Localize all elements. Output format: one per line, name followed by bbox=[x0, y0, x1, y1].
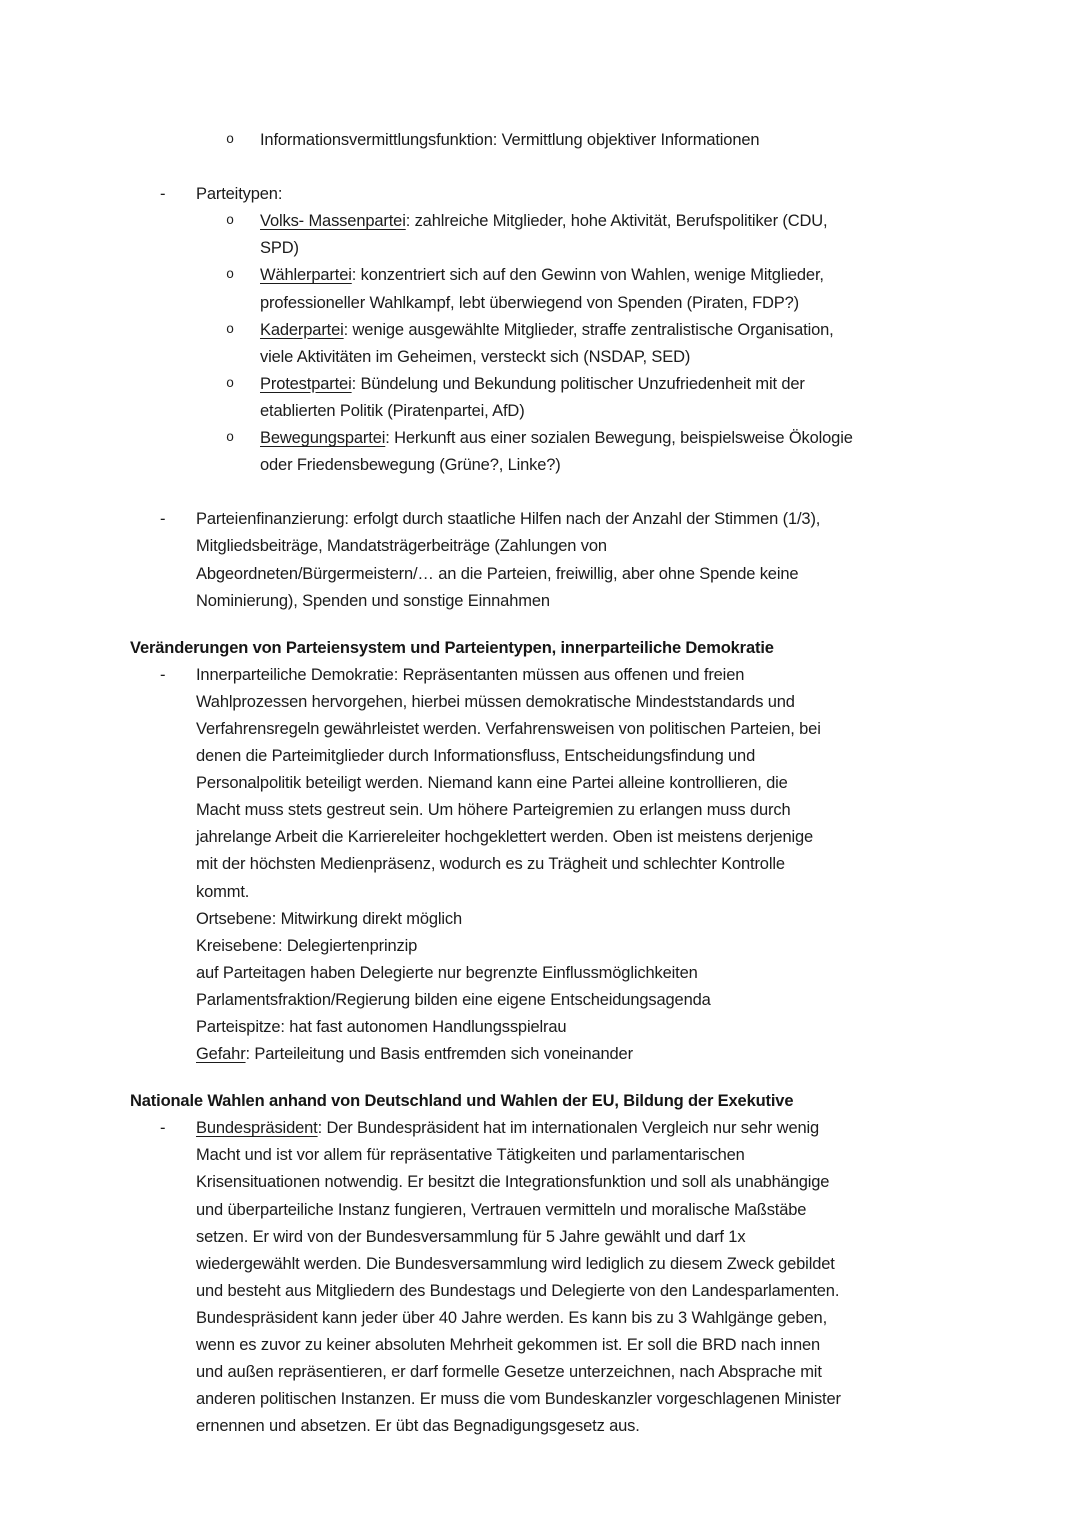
underlined-term: Wählerpartei bbox=[260, 266, 352, 285]
item-description: : konzentriert sich auf den Gewinn von Wahlen, wenige Mitglieder, bbox=[351, 266, 824, 285]
list-item-informationsvermittlung bbox=[130, 127, 960, 154]
circle-bullet: o bbox=[226, 431, 234, 447]
circle-bullet: o bbox=[226, 322, 234, 338]
underlined-term: Volks- Massenpartei bbox=[260, 212, 406, 231]
text-line: professioneller Wahlkampf, lebt überwiegend von Spenden (Piraten, FDP?) bbox=[260, 293, 800, 312]
list-item-text: Parteitypen: bbox=[196, 185, 283, 204]
text-line: Abgeordneten/Bürgermeistern/… an die Parteien, freiwillig, aber ohne Spende keine bbox=[196, 564, 799, 583]
continuation-lines bbox=[196, 1142, 960, 1440]
continuation-lines bbox=[260, 290, 960, 317]
underlined-term: Protestpartei bbox=[260, 374, 352, 393]
text-line: Wahlprozessen hervorgehen, hierbei müssen demokratische Mindeststandards und bbox=[196, 692, 795, 711]
continuation-lines bbox=[260, 398, 960, 425]
text-line: Parlamentsfraktion/Regierung bilden eine eigene Entscheidungsagenda bbox=[196, 990, 711, 1009]
underlined-term: Gefahr bbox=[196, 1045, 246, 1064]
list-item-parteitypen bbox=[130, 181, 960, 208]
list-item-parteienfinanzierung bbox=[130, 506, 960, 614]
list-item-waehlerpartei bbox=[130, 262, 960, 316]
list-item-text bbox=[260, 208, 960, 235]
list-item-text: Informationsvermittlungsfunktion: Vermittlung objektiver Informationen bbox=[260, 131, 760, 149]
circle-bullet: o bbox=[226, 268, 234, 284]
item-description: : Parteileitung und Basis entfremden sich voneinander bbox=[245, 1045, 633, 1064]
continuation-lines bbox=[196, 689, 960, 1041]
text-line: Parteispitze: hat fast autonomen Handlungsspielrau bbox=[196, 1018, 567, 1036]
text-line: denen die Parteimitglieder durch Informationsfluss, Entscheidungsfindung und bbox=[196, 747, 756, 766]
text-line: kommt. bbox=[196, 882, 250, 901]
text-line: Krisensituationen notwendig. Er besitzt die Integrationsfunktion und soll als unabhängige bbox=[196, 1173, 830, 1192]
dash-bullet: - bbox=[160, 665, 166, 684]
list-item-text: Parteienfinanzierung: erfolgt durch staatliche Hilfen nach der Anzahl der Stimmen (1/3), bbox=[196, 510, 821, 529]
text-line: Mitgliedsbeiträge, Mandatsträgerbeiträge (Zahlungen von bbox=[196, 537, 607, 556]
text-line: ernennen und absetzen. Er übt das Begnadigungsgesetz aus. bbox=[196, 1417, 640, 1436]
text-line: Personalpolitik beteiligt werden. Niemand kann eine Partei alleine kontrollieren, die bbox=[196, 774, 788, 793]
text-line: Macht und ist vor allem für repräsentative Tätigkeiten und parlamentarischen bbox=[196, 1146, 745, 1165]
list-item-bewegungspartei bbox=[130, 425, 960, 479]
text-line: und besteht aus Mitgliedern des Bundestags und Delegierte von den Landesparlamenten. bbox=[196, 1281, 840, 1300]
text-line: Nominierung), Spenden und sonstige Einnahmen bbox=[196, 591, 550, 610]
item-description: : zahlreiche Mitglieder, hohe Aktivität, Berufspolitiker (CDU, bbox=[405, 212, 828, 231]
text-line: mit der höchsten Medienpräsenz, wodurch es zu Trägheit und schlechter Kontrolle bbox=[196, 855, 785, 874]
list-item-text bbox=[196, 1115, 960, 1142]
text-line: wenn es zuvor zu keiner absoluten Mehrheit gekommen ist. Er soll die BRD nach innen bbox=[196, 1336, 821, 1355]
continuation-lines bbox=[260, 344, 960, 371]
list-item-innerparteiliche-demokratie bbox=[130, 662, 960, 1068]
continuation-lines bbox=[196, 533, 960, 614]
text-line: Bundespräsident kann jeder über 40 Jahre werden. Es kann bis zu 3 Wahlgänge geben, bbox=[196, 1308, 828, 1327]
text-line: jahrelange Arbeit die Karriereleiter hochgeklettert werden. Oben ist meistens derjenige bbox=[196, 828, 814, 847]
continuation-lines bbox=[260, 452, 960, 479]
list-item-text bbox=[260, 425, 960, 452]
text-line: anderen politischen Instanzen. Er muss die vom Bundeskanzler vorgeschlagenen Minister bbox=[196, 1390, 841, 1409]
text-line: Ortsebene: Mitwirkung direkt möglich bbox=[196, 909, 463, 928]
dash-bullet: - bbox=[160, 185, 166, 204]
circle-bullet: o bbox=[226, 133, 234, 148]
list-item-volkspartei bbox=[130, 208, 960, 262]
item-description: : Herkunft aus einer sozialen Bewegung, beispielsweise Ökologie bbox=[385, 429, 853, 448]
circle-bullet: o bbox=[226, 214, 234, 230]
section-heading-parteiensystem: Veränderungen von Parteiensystem und Parteientypen, innerparteiliche Demokratie bbox=[130, 638, 774, 657]
dash-bullet: - bbox=[160, 510, 166, 529]
text-line: und überparteiliche Instanz fungieren, Vertrauen vermitteln und moralische Maßstäbe bbox=[196, 1200, 807, 1219]
text-line: wiedergewählt werden. Die Bundesversammlung wird lediglich zu diesem Zweck gebildet bbox=[196, 1254, 835, 1273]
list-item-bundespraesident bbox=[130, 1115, 960, 1440]
section-heading-nationale-wahlen: Nationale Wahlen anhand von Deutschland und Wahlen der EU, Bildung der Exekutive bbox=[130, 1092, 794, 1111]
text-line: oder Friedensbewegung (Grüne?, Linke?) bbox=[260, 456, 561, 475]
list-item-text: Innerparteiliche Demokratie: Repräsentanten müssen aus offenen und freien bbox=[196, 665, 745, 684]
text-line: auf Parteitagen haben Delegierte nur begrenzte Einflussmöglichkeiten bbox=[196, 963, 698, 982]
underlined-term: Kaderpartei bbox=[260, 320, 344, 339]
continuation-lines bbox=[260, 235, 960, 262]
text-line: setzen. Er wird von der Bundesversammlung für 5 Jahre gewählt und darf 1x bbox=[196, 1227, 746, 1246]
text-line: Kreisebene: Delegiertenprinzip bbox=[196, 936, 418, 955]
circle-bullet: o bbox=[226, 376, 234, 392]
list-item-text bbox=[260, 317, 960, 344]
text-line: SPD) bbox=[260, 239, 299, 258]
text-line: viele Aktivitäten im Geheimen, versteckt sich (NSDAP, SED) bbox=[260, 347, 691, 366]
text-line: etablierten Politik (Piratenpartei, AfD) bbox=[260, 401, 525, 420]
text-line: Verfahrensregeln gewährleistet werden. Verfahrensweisen von politischen Parteien, bei bbox=[196, 719, 821, 738]
underlined-term: Bewegungspartei bbox=[260, 429, 386, 448]
text-line: Macht muss stets gestreut sein. Um höhere Parteigremien zu erlangen muss durch bbox=[196, 801, 791, 820]
gefahr-line bbox=[196, 1041, 960, 1068]
item-description: : Bündelung und Bekundung politischer Unzufriedenheit mit der bbox=[351, 374, 805, 393]
item-description: : wenige ausgewählte Mitglieder, straffe zentralistische Organisation, bbox=[343, 320, 834, 339]
list-item-protestpartei bbox=[130, 371, 960, 425]
text-line: und außen repräsentieren, er darf formelle Gesetze unterzeichnen, nach Absprache mit bbox=[196, 1363, 822, 1382]
item-description: : Der Bundespräsident hat im internationalen Vergleich nur sehr wenig bbox=[317, 1119, 820, 1138]
list-item-text bbox=[260, 371, 960, 398]
list-item-kaderpartei bbox=[130, 317, 960, 371]
underlined-term: Bundespräsident bbox=[196, 1119, 318, 1138]
list-item-text bbox=[260, 262, 960, 289]
dash-bullet: - bbox=[160, 1119, 166, 1138]
